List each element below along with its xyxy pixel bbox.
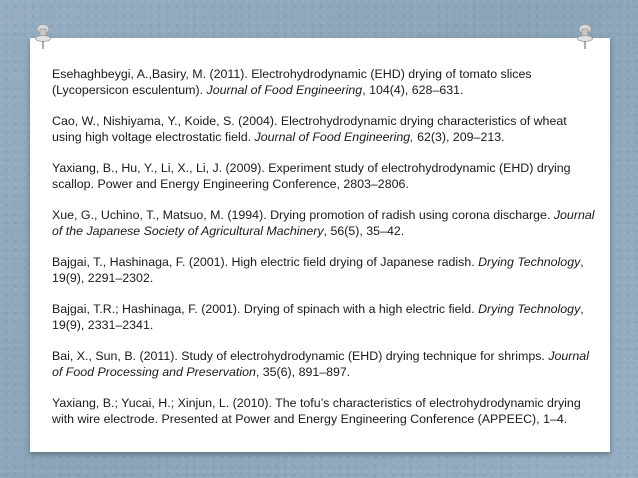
reference-journal: Journal of Food Engineering, — [254, 130, 414, 144]
reference-item — [52, 348, 597, 380]
pushpin-icon — [575, 24, 595, 50]
reference-details: , 104(4), 628–631. — [362, 83, 464, 97]
reference-journal: Journal of Food Processing and Preservation — [52, 349, 589, 379]
reference-text: Cao, W., Nishiyama, Y., Koide, S. (2004). Electrohydrodynamic drying characteristics of wheat using high voltage electrostatic field. — [52, 114, 567, 144]
reference-list — [52, 66, 597, 442]
reference-item — [52, 160, 597, 192]
reference-details: , 19(9), 2291–2302. — [52, 255, 584, 285]
reference-journal: Drying Technology — [478, 255, 581, 269]
reference-text: Bai, X., Sun, B. (2011). Study of electrohydrodynamic (EHD) drying technique for shrimps. — [52, 349, 549, 363]
reference-details: , 35(6), 891–897. — [255, 365, 351, 379]
reference-journal: Drying Technology — [478, 302, 581, 316]
reference-text: Xue, G., Uchino, T., Matsuo, M. (1994). Drying promotion of radish using corona discharge. — [52, 208, 554, 222]
reference-item — [52, 66, 597, 98]
reference-item — [52, 113, 597, 145]
reference-details: , 56(5), 35–42. — [323, 224, 405, 238]
reference-text: Bajgai, T.R.; Hashinaga, F. (2001). Drying of spinach with a high electric field. — [52, 302, 479, 316]
reference-item — [52, 395, 597, 427]
reference-text: Esehaghbeygi, A.,Basiry, M. (2011). Electrohydrodynamic (EHD) drying of tomato slices (Lycopersicon esculentum). — [52, 67, 532, 97]
reference-item — [52, 254, 597, 286]
reference-item — [52, 301, 597, 333]
reference-text: Yaxiang, B.; Yucai, H.; Xinjun, L. (2010). The tofu’s characteristics of electrohydrodynamic drying with wire electrode. Presented at Power and Energy Engineering Conference (APPEEC), 1–4. — [52, 396, 581, 426]
reference-journal: Journal of Food Engineering — [206, 83, 363, 97]
reference-text: Bajgai, T., Hashinaga, F. (2001). High electric field drying of Japanese radish. — [52, 255, 479, 269]
reference-details: , 19(9), 2331–2341. — [52, 302, 584, 332]
pushpin-icon — [33, 24, 53, 50]
reference-text: Yaxiang, B., Hu, Y., Li, X., Li, J. (2009). Experiment study of electrohydrodynamic (EHD) drying scallop. Power and Energy Engineering Conference, 2803–2806. — [52, 161, 571, 191]
reference-item — [52, 207, 597, 239]
reference-journal: Journal of the Japanese Society of Agricultural Machinery — [52, 208, 595, 238]
reference-details: 62(3), 209–213. — [413, 130, 505, 144]
